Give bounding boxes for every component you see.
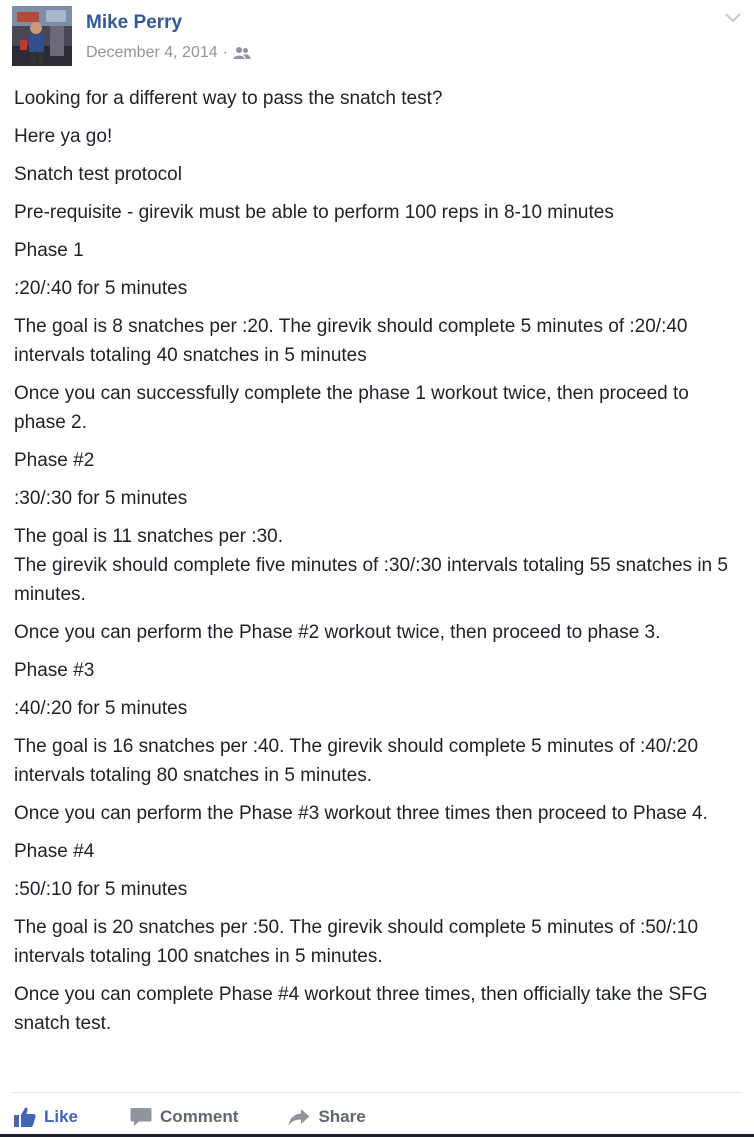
post-paragraph: :40/:20 for 5 minutes [14,698,188,719]
post-paragraph: Once you can complete Phase #4 workout three times, then officially take the SFG snatch test. [14,984,708,1034]
share-icon [288,1107,310,1127]
comment-label: Comment [160,1107,239,1126]
post-paragraph: Here ya go! [14,126,113,147]
post-paragraph: Phase 1 [14,240,84,261]
post-paragraph: The goal is 11 snatches per :30. The girevik should complete five minutes of :30/:30 intervals totaling 55 snatches in 5 minutes. [14,526,728,605]
post-meta [86,44,251,62]
avatar[interactable] [12,6,72,66]
post-paragraph: The goal is 16 snatches per :40. The girevik should complete 5 minutes of :40/:20 intervals totaling 80 snatches in 5 minutes. [14,736,699,786]
post-header [12,6,742,66]
post-paragraph: Phase #3 [14,660,95,681]
post-paragraph: Once you can perform the Phase #3 workout three times then proceed to Phase 4. [14,803,708,824]
thumbs-up-icon [14,1107,36,1127]
chevron-down-icon[interactable] [724,12,742,24]
post-paragraph: Looking for a different way to pass the snatch test? [14,88,443,109]
post-paragraph: :20/:40 for 5 minutes [14,278,188,299]
author-name[interactable]: Mike Perry [86,12,183,33]
post-paragraph: The goal is 20 snatches per :50. The girevik should complete 5 minutes of :50/:10 intervals totaling 100 snatches in 5 minutes. [14,917,699,967]
post-paragraph: Phase #2 [14,450,95,471]
post-paragraph: :30/:30 for 5 minutes [14,488,188,509]
post-paragraph: Pre-requisite - girevik must be able to perform 100 reps in 8-10 minutes [14,202,614,223]
comment-icon [130,1107,152,1127]
post-actions-bar [14,1101,366,1133]
like-label: Like [44,1107,79,1126]
post-paragraph: Once you can perform the Phase #2 workout twice, then proceed to phase 3. [14,622,661,643]
comment-button[interactable] [130,1107,238,1127]
post-date[interactable]: December 4, 2014 [86,44,218,61]
like-button[interactable] [14,1107,78,1127]
post-paragraph: Snatch test protocol [14,164,182,185]
share-label: Share [318,1107,366,1126]
meta-separator: · [222,44,228,61]
post-body [14,84,744,1047]
avatar-image [12,6,72,66]
share-button[interactable] [288,1107,365,1127]
post-paragraph: :50/:10 for 5 minutes [14,879,188,900]
post-paragraph: Once you can successfully complete the phase 1 workout twice, then proceed to phase 2. [14,383,689,433]
post-paragraph: The goal is 8 snatches per :20. The girevik should complete 5 minutes of :20/:40 intervals totaling 40 snatches in 5 minutes [14,316,688,366]
post-paragraph: Phase #4 [14,841,95,862]
actions-divider [12,1092,742,1093]
friends-icon[interactable] [233,46,251,60]
